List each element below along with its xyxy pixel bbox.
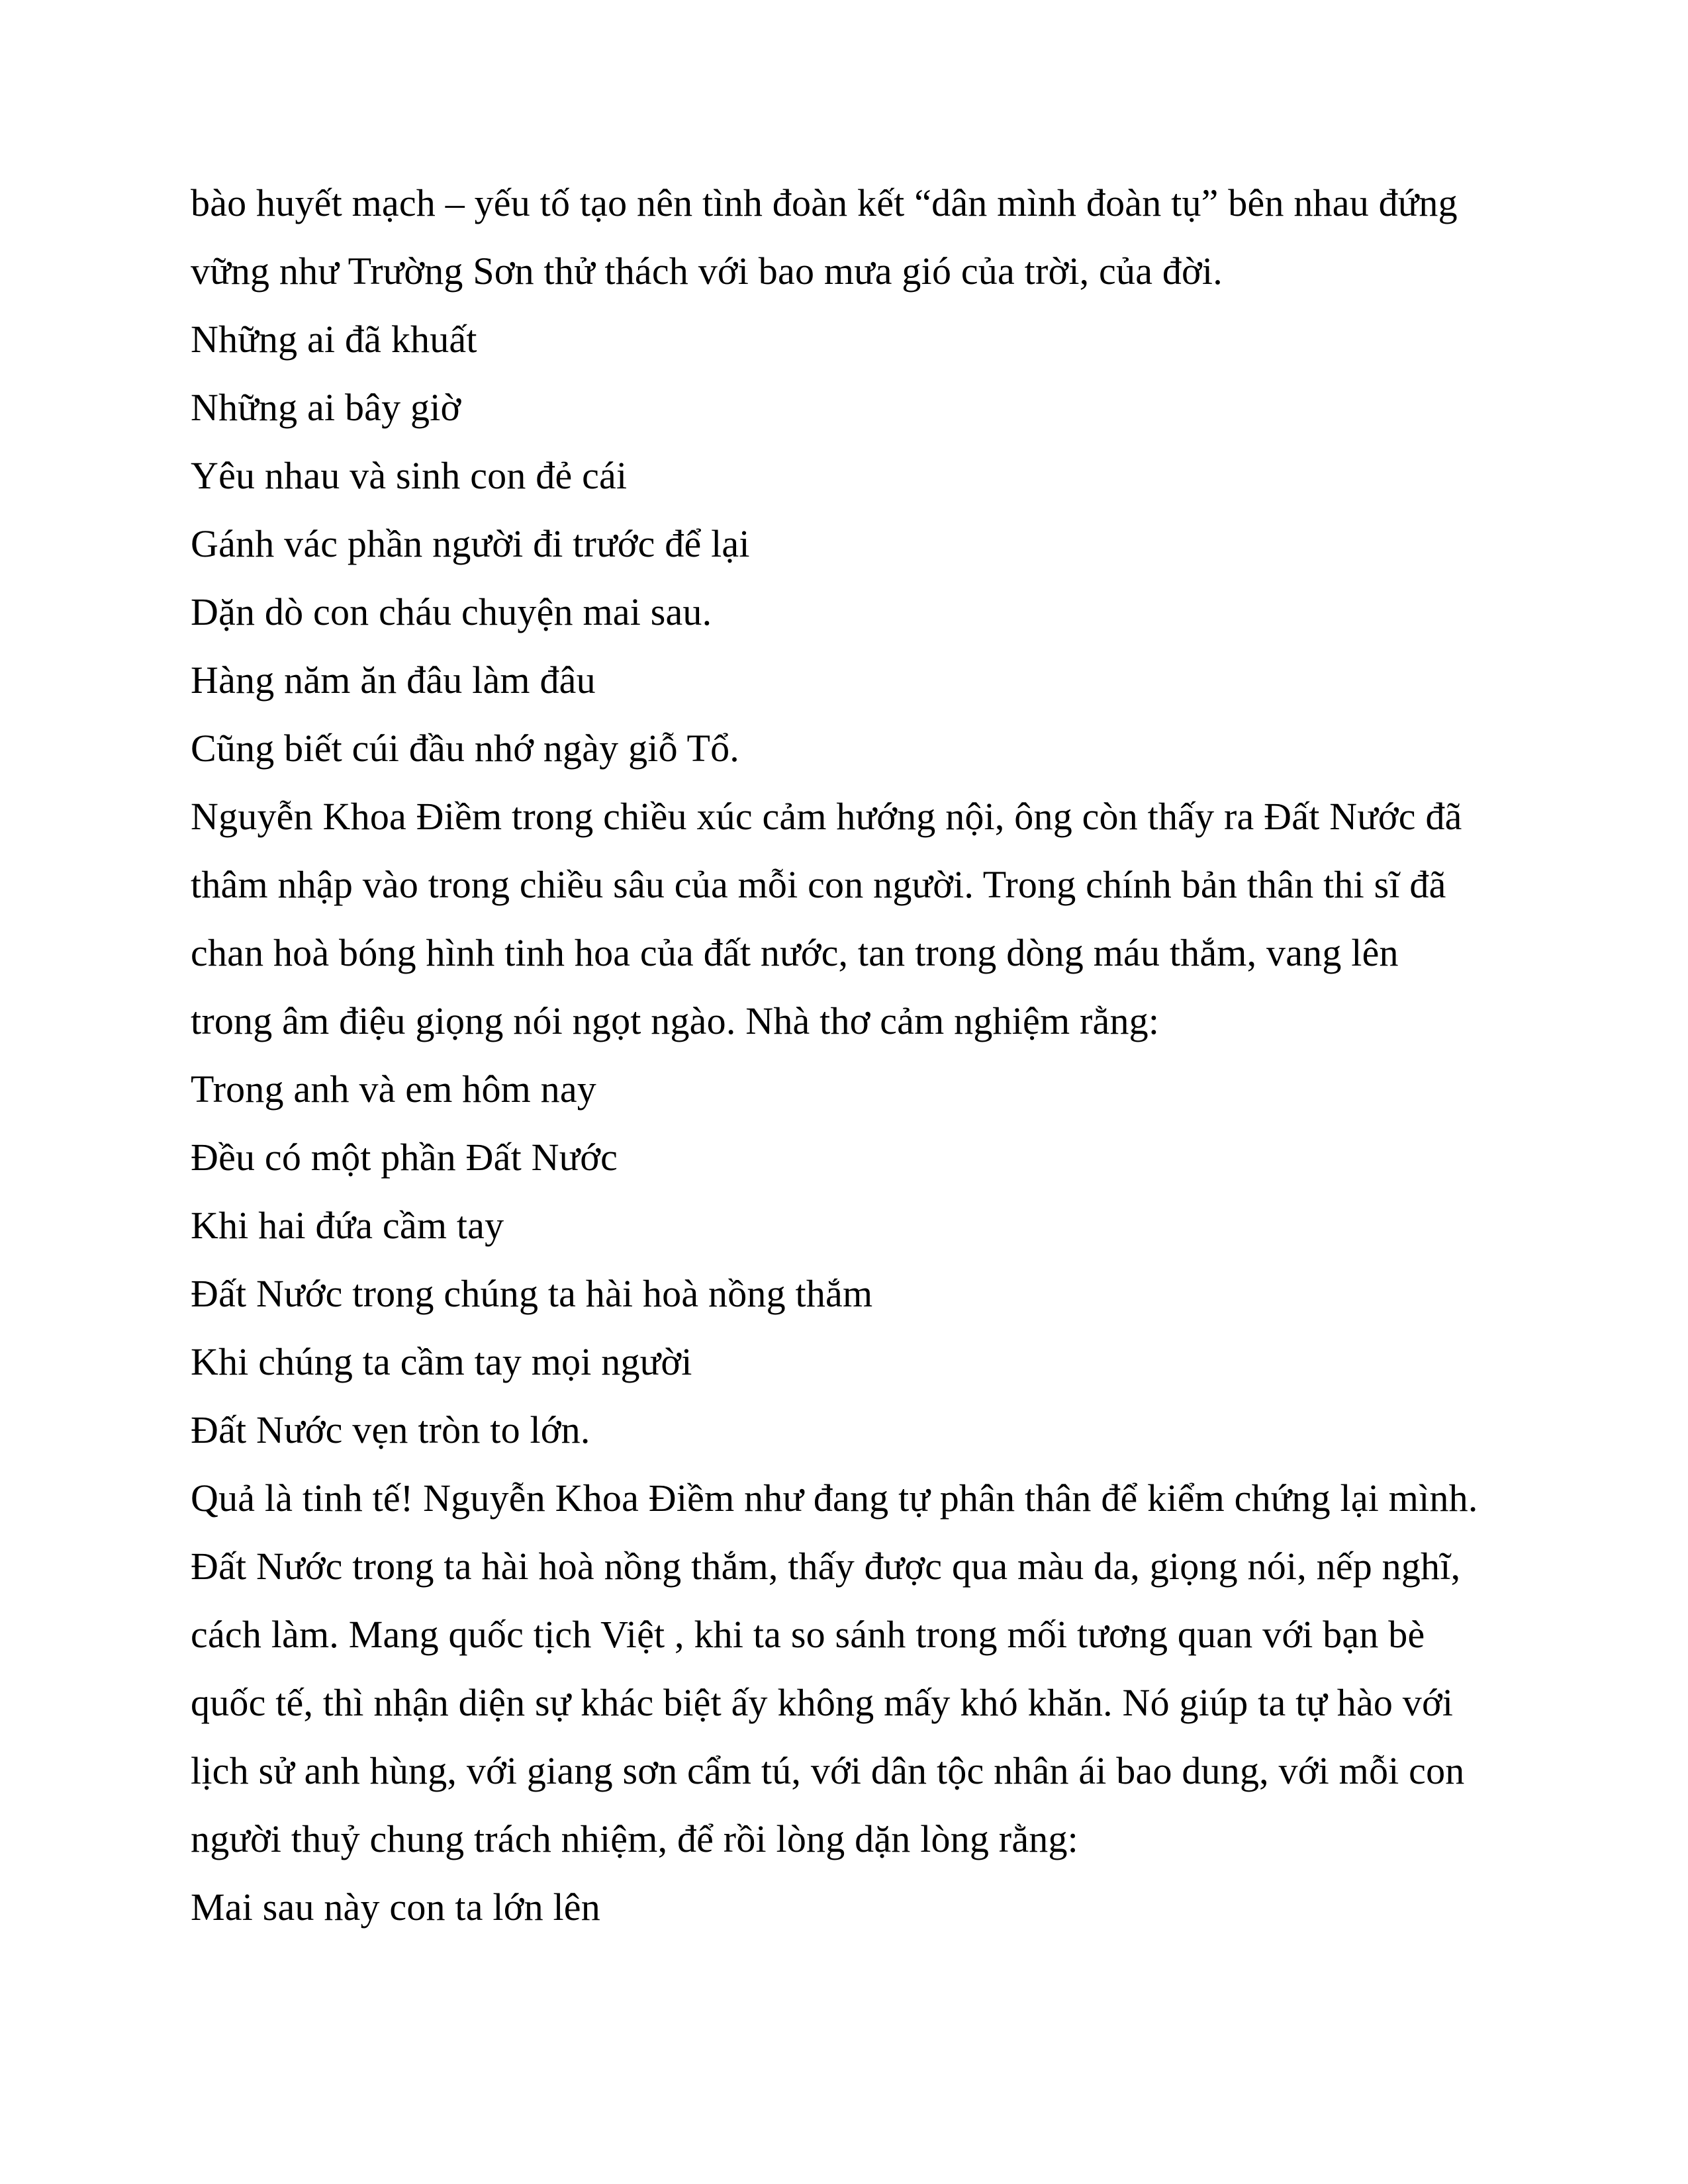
text-line: Hàng năm ăn đâu làm đâu — [191, 659, 596, 702]
text-line: Yêu nhau và sinh con đẻ cái — [191, 454, 628, 497]
text-line: Mai sau này con ta lớn lên — [191, 1886, 600, 1929]
text-line: chan hoà bóng hình tinh hoa của đất nước, tan trong dòng máu thắm, vang lên — [191, 931, 1399, 974]
text-line: quốc tế, thì nhận diện sự khác biệt ấy không mấy khó khăn. Nó giúp ta tự hào với — [191, 1681, 1454, 1724]
text-line: Đất Nước trong ta hài hoà nồng thắm, thấy được qua màu da, giọng nói, nếp nghĩ, — [191, 1545, 1461, 1588]
text-line: Khi hai đứa cầm tay — [191, 1204, 504, 1247]
text-line: Những ai đã khuất — [191, 318, 477, 361]
text-line: Quả là tinh tế! Nguyễn Khoa Điềm như đang tự phân thân để kiểm chứng lại mình. — [191, 1477, 1478, 1520]
text-line: Nguyễn Khoa Điềm trong chiều xúc cảm hướng nội, ông còn thấy ra Đất Nước đã — [191, 795, 1462, 838]
text-line: Gánh vác phần người đi trước để lại — [191, 522, 750, 565]
text-line: cách làm. Mang quốc tịch Việt , khi ta so sánh trong mối tương quan với bạn bè — [191, 1613, 1425, 1656]
text-line: Đất Nước vẹn tròn to lớn. — [191, 1408, 590, 1451]
text-line: vững như Trường Sơn thử thách với bao mưa gió của trời, của đời. — [191, 250, 1223, 293]
text-line: Đều có một phần Đất Nước — [191, 1136, 618, 1179]
text-line: trong âm điệu giọng nói ngọt ngào. Nhà thơ cảm nghiệm rằng: — [191, 999, 1160, 1042]
text-line: Đất Nước trong chúng ta hài hoà nồng thắm — [191, 1272, 873, 1315]
text-line: lịch sử anh hùng, với giang sơn cẩm tú, với dân tộc nhân ái bao dung, với mỗi con — [191, 1749, 1465, 1792]
text-line: Khi chúng ta cầm tay mọi người — [191, 1340, 692, 1383]
text-line: người thuỷ chung trách nhiệm, để rồi lòng dặn lòng rằng: — [191, 1817, 1078, 1860]
text-line: Trong anh và em hôm nay — [191, 1068, 597, 1111]
text-line: Dặn dò con cháu chuyện mai sau. — [191, 590, 712, 633]
text-line: Cũng biết cúi đầu nhớ ngày giỗ Tổ. — [191, 727, 739, 770]
text-line: Những ai bây giờ — [191, 386, 461, 429]
text-line: bào huyết mạch – yếu tố tạo nên tình đoàn kết “dân mình đoàn tụ” bên nhau đứng — [191, 181, 1458, 224]
document-body — [191, 169, 1515, 1941]
text-line: thâm nhập vào trong chiều sâu của mỗi con người. Trong chính bản thân thi sĩ đã — [191, 863, 1446, 906]
